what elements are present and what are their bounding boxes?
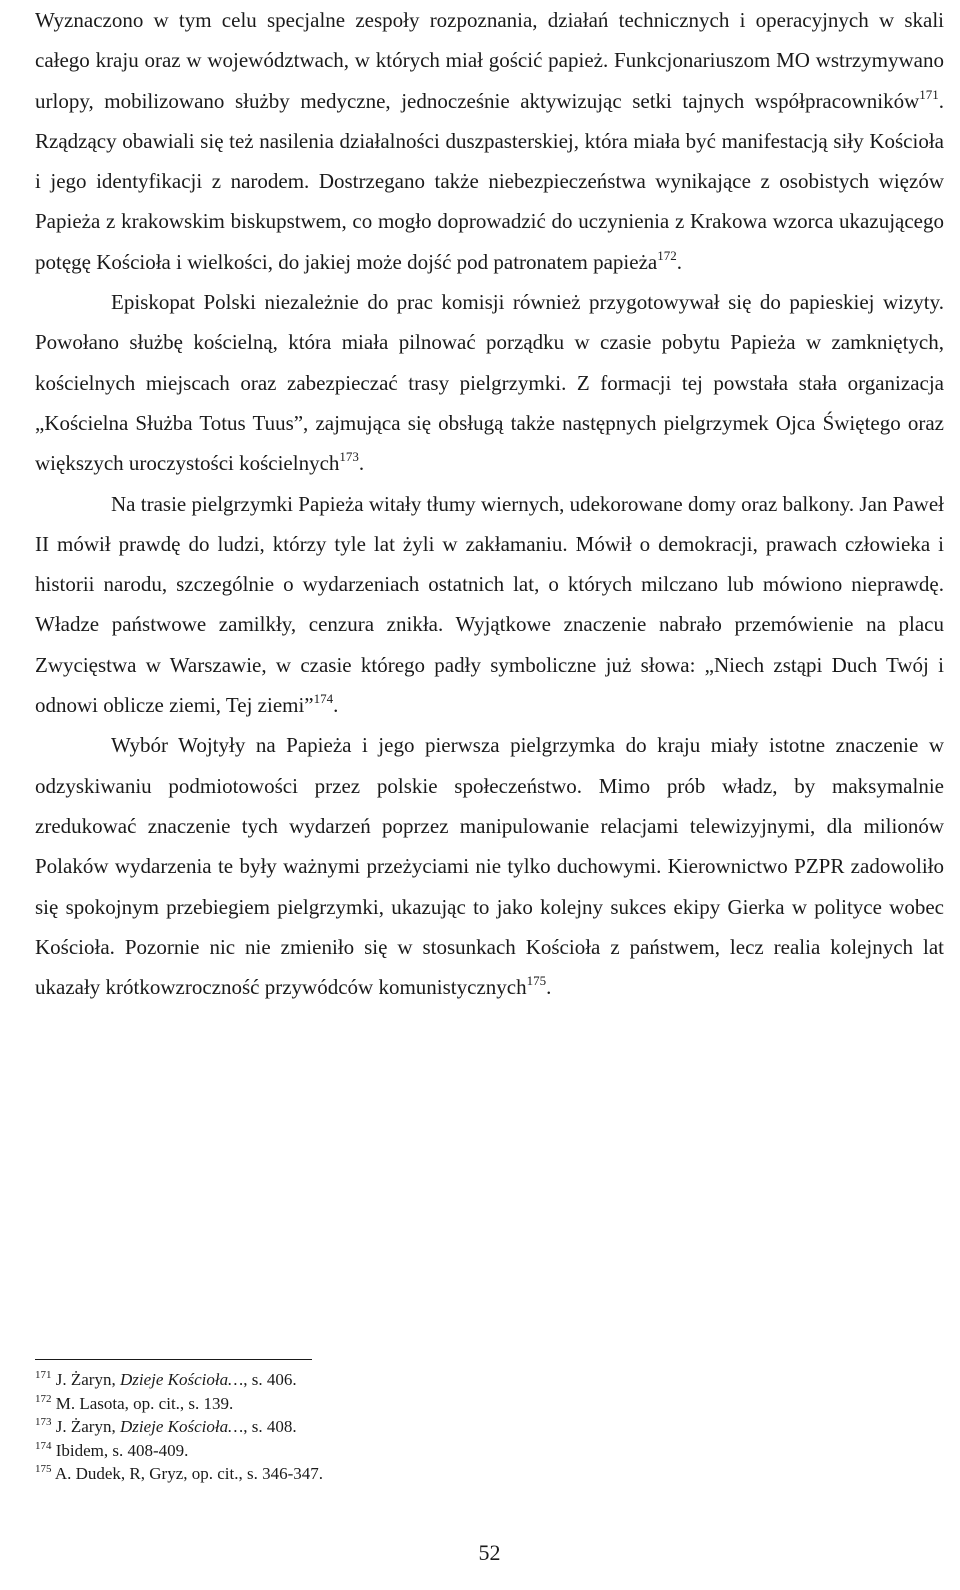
paragraph-1 (35, 0, 944, 282)
footnote-title: Dzieje Kościoła… (119, 1417, 244, 1436)
footnote-174 (35, 1439, 944, 1463)
paragraph-3 (35, 484, 944, 726)
footnote-ref: 173 (339, 449, 359, 465)
footnote-text: Ibidem, s. 408-409. (55, 1440, 189, 1460)
footnote-number: 172 (35, 1392, 52, 1405)
footnote-text: , s. 408. (243, 1417, 297, 1436)
paragraph-text: Wyznaczono w tym celu specjalne zespoły rozpoznania, działań technicznych i operacyjnych w skali całego kraju oraz w województwach, w których miał gościć papież. Funkcjonariuszom MO wstrzymywano urlopy, mobilizowano służby medyczne, jednocześnie aktywizując setki tajnych współpracowników (35, 8, 944, 113)
footnote-title: Dzieje Kościoła… (119, 1370, 244, 1389)
paragraph-text: Wybór Wojtyły na Papieża i jego pierwsza pielgrzymka do kraju miały istotne znaczenie w odzyskiwaniu podmiotowości przez polskie społeczeństwo. Mimo prób władz, by maksymalnie zredukować znaczenie tych wydarzeń poprzez manipulowanie relacjami telewizyjnymi, dla milionów Polaków wydarzenia te były ważnymi przeżyciami nie tylko duchowymi. Kierownictwo PZPR zadowoliło się spokojnym przebiegiem pielgrzymki, ukazując to jako kolejny sukces ekipy Gierka w polityce wobec Kościoła. Pozornie nic nie zmieniło się w stosunkach Kościoła z państwem, lecz realia kolejnych lat ukazały krótkowzroczność przywódców komunistycznych (35, 733, 944, 1000)
footnote-text: A. Dudek, R, Gryz, op. cit., s. 346-347. (54, 1464, 324, 1483)
footnote-ref: 175 (526, 973, 547, 989)
footnote-number: 171 (35, 1369, 52, 1381)
footnote-divider (35, 1359, 312, 1360)
paragraph-text: Episkopat Polski niezależnie do prac komisji również przygotowywał się do papieskiej wizyty. Powołano służbę kościelną, która miała pilnować porządku w czasie pobytu Papieża w zamkniętych, kościelnych miejscach oraz zabezpieczać trasy pielgrzymki. Z formacji tej powstała stała organizacja „Kościelna Służba Totus Tuus”, zajmująca się obsługą także następnych pielgrzymek Ojca Świętego oraz większych uroczystości kościelnych (35, 290, 944, 476)
document-page (35, 0, 944, 1565)
footnote-text: J. Żaryn, (55, 1370, 120, 1389)
footnote-173 (35, 1415, 944, 1439)
paragraph-4 (35, 725, 944, 1007)
footnote-number: 175 (35, 1463, 52, 1475)
footnotes (35, 1368, 944, 1486)
page-number: 52 (478, 1540, 501, 1565)
paragraph-text: . Rządzący obawiali się też nasilenia działalności duszpasterskiej, która miała być manifestacją siły Kościoła i jego identyfikacji z narodem. Dostrzegano także niebezpieczeństwa wynikające z osobistych więzów Papieża z krakowskim biskupstwem, co mogło doprowadzić do uczynienia z Krakowa wzorca ukazującego potęgę Kościoła i wielkości, do jakiej może dojść pod patronatem papieża (35, 88, 944, 274)
footnote-175 (35, 1462, 944, 1486)
footnote-171 (35, 1368, 944, 1392)
paragraph-text: . (546, 975, 552, 1000)
footnote-text: , s. 406. (243, 1370, 297, 1389)
paragraph-2 (35, 282, 944, 483)
footnote-text: J. Żaryn, (55, 1417, 120, 1436)
footnote-ref: 171 (919, 86, 939, 102)
footnote-ref: 174 (313, 691, 334, 707)
paragraph-text: Na trasie pielgrzymki Papieża witały tłumy wiernych, udekorowane domy oraz balkony. Jan Paweł II mówił prawdę do ludzi, którzy tyle lat żyli w zakłamaniu. Mówił o demokracji, prawach człowieka i historii narodu, szczególnie o wydarzeniach ostatnich lat, o których milczano lub mówiono nieprawdę. Władze państwowe zamilkły, cenzura znikła. Wyjątkowe znaczenie nabrało przemówienie na placu Zwycięstwa w Warszawie, w czasie którego padły symboliczne już słowa: „Niech zstąpi Duch Twój i odnowi oblicze ziemi, Tej ziemi” (35, 491, 944, 718)
paragraph-text: . (333, 693, 339, 718)
footnote-text: M. Lasota, op. cit., s. 139. (55, 1393, 234, 1413)
footnote-number: 173 (35, 1416, 52, 1428)
paragraph-text: . (676, 249, 682, 274)
paragraph-text: . (358, 451, 365, 476)
footnote-ref: 172 (657, 247, 677, 263)
footnote-172 (35, 1392, 944, 1416)
footnote-number: 174 (35, 1439, 52, 1452)
body-text (35, 0, 944, 1007)
